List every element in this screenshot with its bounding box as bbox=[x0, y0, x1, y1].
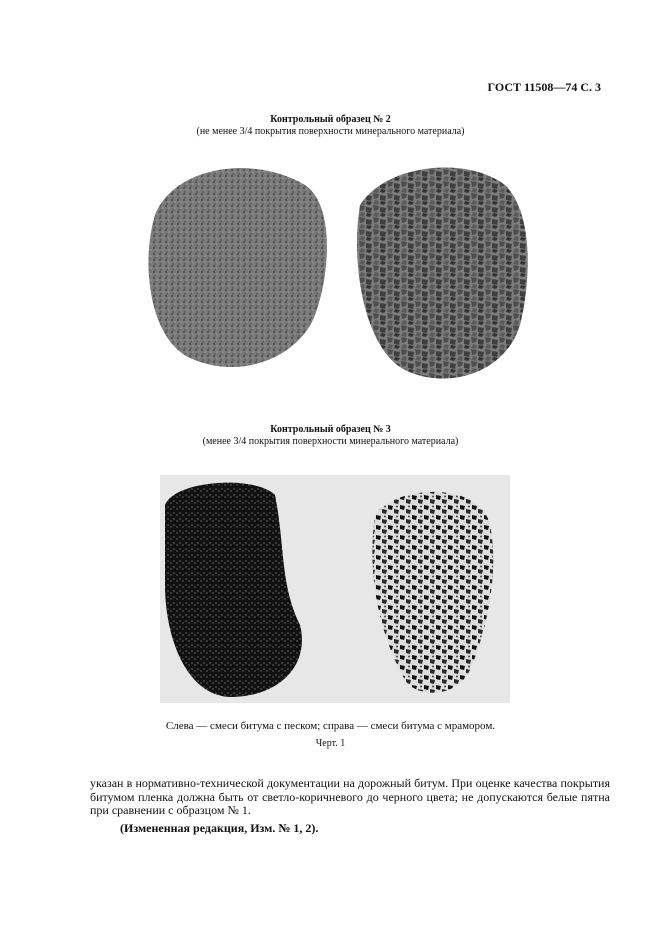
sample-2-title: Контрольный образец № 2 bbox=[270, 114, 391, 125]
sample-2-subtitle: (не менее 3/4 покрытия поверхности минерального материала) bbox=[196, 126, 465, 137]
sand-pile bbox=[148, 168, 326, 367]
sample-2-photo bbox=[135, 145, 545, 395]
edit-note: (Измененная редакция, Изм. № 1, 2). bbox=[120, 821, 319, 835]
sample-3-photo bbox=[160, 475, 510, 703]
sample-3-title: Контрольный образец № 3 bbox=[270, 424, 391, 435]
document-header: ГОСТ 11508—74 С. 3 bbox=[487, 80, 601, 94]
figure-label: Черт. 1 bbox=[315, 738, 346, 749]
sample-3-subtitle: (менее 3/4 покрытия поверхности минерального материала) bbox=[202, 436, 459, 447]
figure-legend: Слева — смеси битума с песком; справа — смеси битума с мрамором. bbox=[165, 720, 496, 732]
marble-pile bbox=[357, 168, 528, 379]
body-paragraph-text: указан в нормативно-технической документации на дорожный битум. При оценке качества покрытия битумом пленка должна быть от светло-коричневого до черного цвета; не допускаются белые пятна при сравнении с образцом № 1. bbox=[90, 776, 610, 817]
body-paragraph bbox=[90, 777, 610, 818]
